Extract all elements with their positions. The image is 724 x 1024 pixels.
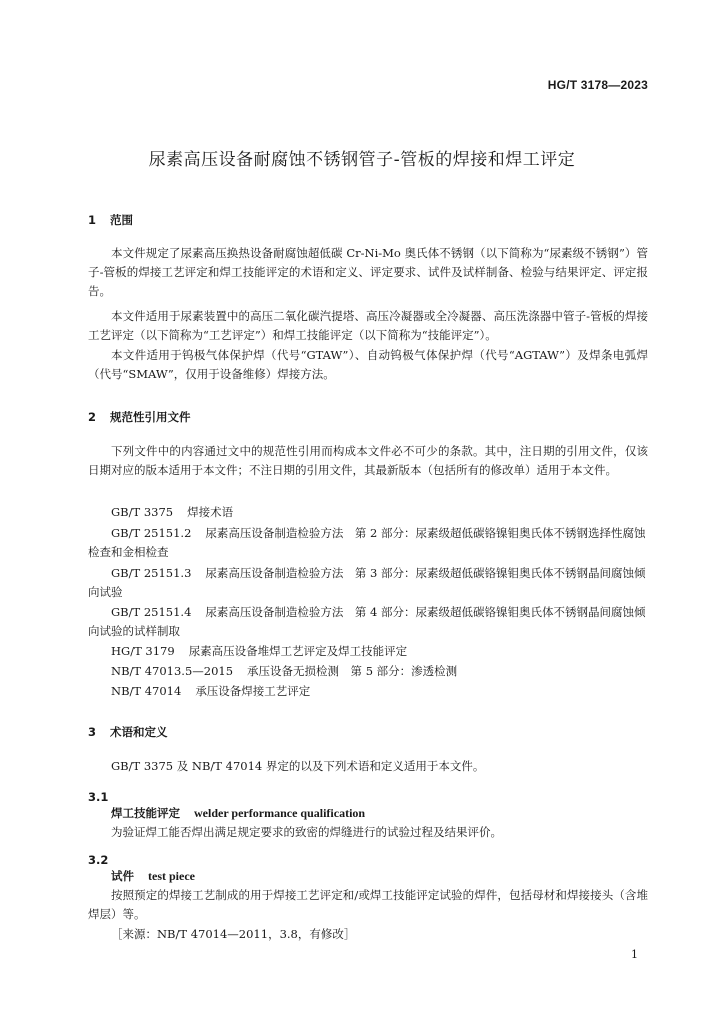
reference-code: NB/T 47013.5—2015 bbox=[111, 664, 234, 678]
section-title: 术语和定义 bbox=[110, 725, 168, 739]
reference-title: 焊接术语 bbox=[187, 505, 234, 519]
reference-title: 承压设备无损检测 第 5 部分：渗透检测 bbox=[247, 664, 458, 678]
section-heading-terms bbox=[88, 724, 168, 740]
term-english: test piece bbox=[148, 869, 195, 883]
scope-paragraph-1: 本文件规定了尿素高压换热设备耐腐蚀超低碳 Cr-Ni-Mo 奥氏体不锈钢（以下简称为“尿素级不锈钢”）管子-管板的焊接工艺评定和焊工技能评定的术语和定义、评定要求、试件及试样制备、检验与结果评定、评定报告。 bbox=[88, 246, 648, 298]
reference-title: 尿素高压设备堆焊工艺评定及焊工技能评定 bbox=[188, 644, 408, 658]
reference-code: GB/T 3375 bbox=[111, 505, 174, 519]
term-chinese: 焊工技能评定 bbox=[111, 806, 180, 820]
reference-item bbox=[88, 682, 648, 701]
reference-code: GB/T 25151.2 bbox=[111, 526, 192, 540]
reference-item bbox=[88, 564, 648, 602]
term-english: welder performance qualification bbox=[194, 806, 366, 820]
reference-code: GB/T 25151.4 bbox=[111, 605, 192, 619]
terms-intro: GB/T 3375 及 NB/T 47014 界定的以及下列术语和定义适用于本文件。 bbox=[111, 759, 485, 773]
section-number: 1 bbox=[88, 213, 97, 227]
reference-item bbox=[88, 503, 648, 522]
reference-item bbox=[88, 642, 648, 661]
term-definition: 为验证焊工能否焊出满足规定要求的致密的焊缝进行的试验过程及结果评价。 bbox=[111, 825, 502, 839]
term-heading bbox=[111, 805, 365, 821]
section-heading-scope bbox=[88, 212, 133, 228]
page-number: 1 bbox=[631, 948, 638, 961]
section-heading-references bbox=[88, 409, 191, 425]
reference-item bbox=[88, 603, 648, 641]
reference-title: 尿素高压设备制造检验方法 第 4 部分：尿素级超低碳铬镍钼奥氏体不锈钢晶间腐蚀倾向试验的试样制取 bbox=[88, 605, 646, 638]
references-intro: 下列文件中的内容通过文中的规范性引用而构成本文件必不可少的条款。其中，注日期的引用文件，仅该日期对应的版本适用于本文件；不注日期的引用文件，其最新版本（包括所有的修改单）适用于本文件。 bbox=[88, 444, 648, 477]
reference-title: 尿素高压设备制造检验方法 第 2 部分：尿素级超低碳铬镍钼奥氏体不锈钢选择性腐蚀检查和金相检查 bbox=[88, 526, 646, 559]
standard-code: HG/T 3178—2023 bbox=[547, 78, 648, 92]
reference-code: GB/T 25151.3 bbox=[111, 566, 192, 580]
reference-code: HG/T 3179 bbox=[111, 644, 175, 658]
term-number: 3.2 bbox=[88, 853, 109, 867]
term-source: ［来源：NB/T 47014—2011，3.8，有修改］ bbox=[111, 927, 356, 941]
section-title: 规范性引用文件 bbox=[110, 410, 191, 424]
section-number: 2 bbox=[88, 410, 97, 424]
reference-title: 尿素高压设备制造检验方法 第 3 部分：尿素级超低碳铬镍钼奥氏体不锈钢晶间腐蚀倾向试验 bbox=[88, 566, 646, 599]
term-number: 3.1 bbox=[88, 790, 109, 804]
reference-item bbox=[88, 662, 648, 681]
section-title: 范围 bbox=[110, 213, 133, 227]
document-title: 尿素高压设备耐腐蚀不锈钢管子-管板的焊接和焊工评定 bbox=[148, 150, 576, 170]
section-number: 3 bbox=[88, 725, 97, 739]
term-chinese: 试件 bbox=[111, 869, 134, 883]
term-heading bbox=[111, 868, 195, 884]
reference-item bbox=[88, 524, 648, 562]
scope-paragraph-2: 本文件适用于尿素装置中的高压二氧化碳汽提塔、高压冷凝器或全冷凝器、高压洗涤器中管子-管板的焊接工艺评定（以下简称为“工艺评定”）和焊工技能评定（以下简称为“技能评定”）。 bbox=[88, 309, 648, 342]
reference-title: 承压设备焊接工艺评定 bbox=[195, 684, 311, 698]
scope-paragraph-3: 本文件适用于钨极气体保护焊（代号“GTAW”）、自动钨极气体保护焊（代号“AGTAW”）及焊条电弧焊（代号“SMAW”，仅用于设备维修）焊接方法。 bbox=[88, 348, 648, 381]
reference-code: NB/T 47014 bbox=[111, 684, 182, 698]
term-definition: 按照预定的焊接工艺制成的用于焊接工艺评定和/或焊工技能评定试验的焊件，包括母材和焊接接头（含堆焊层）等。 bbox=[88, 888, 648, 921]
